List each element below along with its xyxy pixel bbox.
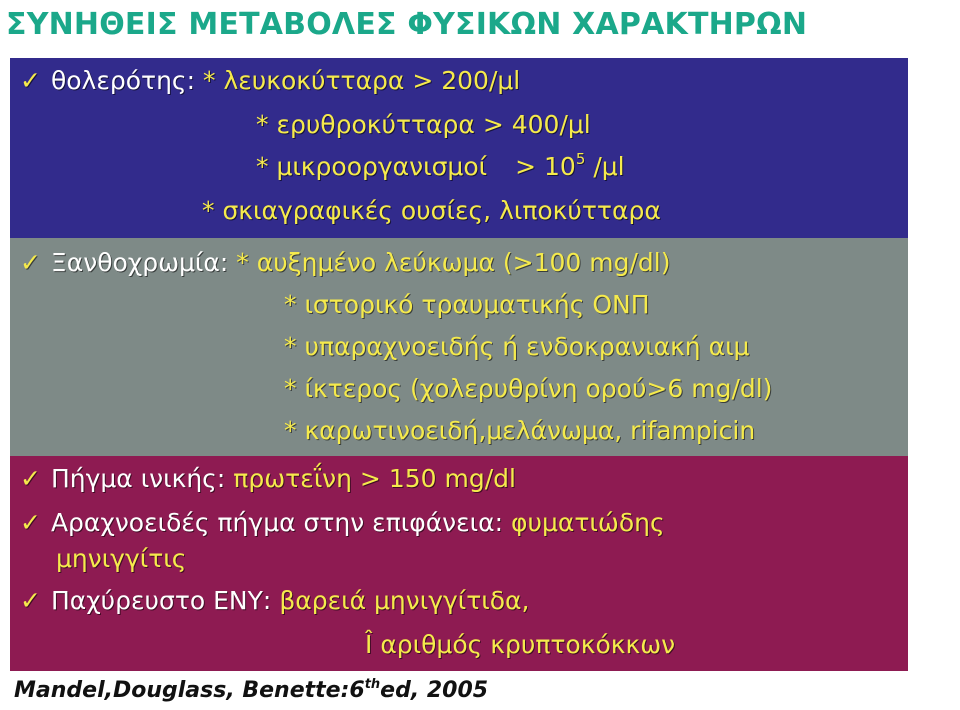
- clot-value: πρωτεΐνη > 150 mg/dl: [233, 464, 516, 493]
- clot-row: [20, 462, 516, 496]
- turbidity-item-contrast: * σκιαγραφικές ουσίες, λιποκύτταρα: [202, 196, 661, 225]
- slide-title: ΣΥΝΗΘΕΙΣ ΜΕΤΑΒΟΛΕΣ ΦΥΣΙΚΩΝ ΧΑΡΑΚΤΗΡΩΝ: [6, 7, 808, 42]
- turbidity-panel: [10, 58, 908, 238]
- turbidity-row-3: [256, 150, 625, 184]
- clot-panel: [10, 456, 908, 671]
- clot-label: Πήγμα ινικής:: [50, 464, 226, 493]
- xanthochromia-item-carotenoids: * καρωτινοειδή,μελάνωμα, rifampicin: [284, 416, 756, 445]
- check-icon: ✓: [20, 464, 41, 493]
- xanthochromia-item-jaundice: * ίκτερος (χολερυθρίνη ορού>6 mg/dl): [284, 374, 773, 403]
- surface-clot-value-line-2: μηνιγγίτις: [56, 544, 187, 573]
- viscous-csf-value: βαρειά μηνιγγίτιδα,: [279, 586, 530, 615]
- surface-clot-label: Αραχνοειδές πήγμα στην επιφάνεια:: [50, 508, 504, 537]
- xanthochromia-item-protein: * αυξημένο λεύκωμα (>100 mg/dl): [236, 248, 671, 277]
- reference-citation: Mandel,Douglass, Benette:6thed, 2005: [14, 677, 489, 703]
- xanthochromia-item-trauma: * ιστορικό τραυματικής ΟΝΠ: [284, 290, 650, 319]
- check-icon: ✓: [20, 586, 41, 615]
- xanthochromia-panel: [10, 238, 908, 456]
- viscous-csf-value-line-2: Î αριθμός κρυπτοκόκκων: [365, 630, 676, 659]
- surface-clot-value: φυματιώδης: [511, 508, 665, 537]
- surface-clot-row: [20, 506, 665, 540]
- turbidity-label: θολερότης:: [50, 66, 196, 95]
- xanthochromia-row-1: [20, 246, 670, 280]
- turbidity-item-erythrocytes: * ερυθροκύτταρα > 400/μl: [256, 110, 591, 139]
- turbidity-item-microorganisms: * μικροοργανισμοί: [256, 152, 488, 181]
- xanthochromia-item-hemorrhage: * υπαραχνοειδής ή ενδοκρανιακή αιμ: [284, 332, 750, 361]
- check-icon: ✓: [20, 248, 41, 277]
- turbidity-micro-value: > $10^5$ /μl: [515, 150, 625, 181]
- turbidity-item-leukocytes: * λευκοκύτταρα > 200/μl: [203, 66, 521, 95]
- viscous-csf-label: Παχύρευστο ΕΝΥ:: [50, 586, 272, 615]
- turbidity-row-1: [20, 64, 520, 98]
- xanthochromia-label: Ξανθοχρωμία:: [50, 248, 229, 277]
- viscous-csf-row: [20, 584, 530, 618]
- check-icon: ✓: [20, 508, 41, 537]
- check-icon: ✓: [20, 66, 41, 95]
